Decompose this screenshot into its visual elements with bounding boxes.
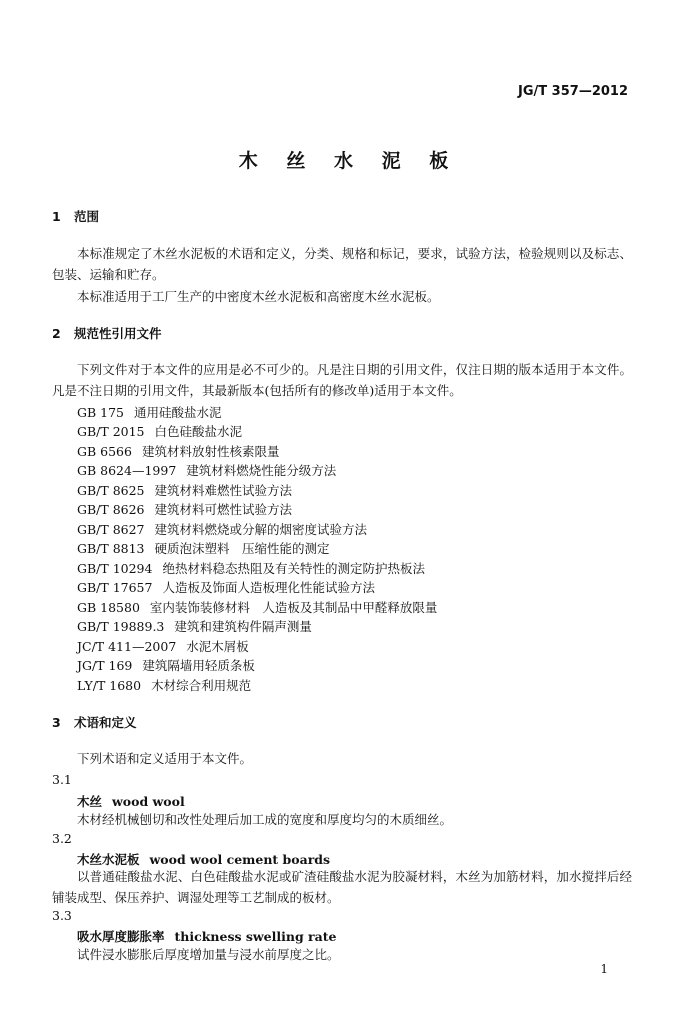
reference-item: GB/T 10294 绝热材料稳态热阻及有关特性的测定防护热板法: [77, 561, 425, 576]
reference-item: GB/T 8626 建筑材料可燃性试验方法: [77, 502, 293, 517]
term-number: 3.2: [52, 831, 72, 846]
term-number: 3.3: [52, 908, 72, 923]
reference-item: GB/T 8813 硬质泡沫塑料 压缩性能的测定: [77, 541, 330, 556]
section-3-intro: 下列术语和定义适用于本文件。: [77, 751, 253, 766]
reference-item: GB/T 2015 白色硅酸盐水泥: [77, 424, 243, 439]
standard-code: JG/T 357—2012: [518, 84, 628, 99]
section-1-paragraph-1: 本标准规定了木丝水泥板的术语和定义，分类、规格和标记，要求，试验方法，检验规则以及标志、包装、运输和贮存。: [52, 246, 632, 282]
reference-item: GB/T 8627 建筑材料燃烧或分解的烟密度试验方法: [77, 522, 368, 537]
term-heading: 吸水厚度膨胀率 thickness swelling rate: [77, 929, 337, 944]
section-1-paragraph-2: 本标准适用于工厂生产的中密度木丝水泥板和高密度木丝水泥板。: [77, 289, 440, 304]
reference-item: GB/T 19889.3 建筑和建筑构件隔声测量: [77, 619, 312, 634]
term-heading: 木丝水泥板 wood wool cement boards: [77, 852, 331, 867]
reference-item: GB 175 通用硅酸盐水泥: [77, 405, 222, 420]
section-heading-1: 1 范围: [52, 209, 100, 224]
reference-item: GB 8624—1997 建筑材料燃烧性能分级方法: [77, 463, 337, 478]
page-number: 1: [600, 962, 608, 976]
reference-item: GB 6566 建筑材料放射性核素限量: [77, 444, 280, 459]
reference-item: JC/T 411—2007 水泥木屑板: [77, 639, 249, 654]
term-definition: 试件浸水膨胀后厚度增加量与浸水前厚度之比。: [77, 947, 340, 962]
reference-item: GB 18580 室内装饰装修材料 人造板及其制品中甲醛释放限量: [77, 600, 438, 615]
document-title: 木 丝 水 泥 板: [238, 150, 460, 172]
reference-item: GB/T 8625 建筑材料难燃性试验方法: [77, 483, 293, 498]
reference-item: LY/T 1680 木材综合利用规范: [77, 678, 252, 693]
term-heading: 木丝 wood wool: [77, 794, 185, 809]
section-heading-2: 2 规范性引用文件: [52, 326, 162, 341]
term-number: 3.1: [52, 772, 72, 787]
reference-item: JG/T 169 建筑隔墙用轻质条板: [77, 658, 255, 673]
term-definition: 以普通硅酸盐水泥、白色硅酸盐水泥或矿渣硅酸盐水泥为胶凝材料，木丝为加筋材料，加水搅拌后经铺装成型、保压养护、调湿处理等工艺制成的板材。: [52, 869, 632, 905]
reference-item: GB/T 17657 人造板及饰面人造板理化性能试验方法: [77, 580, 375, 595]
section-heading-3: 3 术语和定义: [52, 715, 137, 730]
term-definition: 木材经机械刨切和改性处理后加工成的宽度和厚度均匀的木质细丝。: [77, 812, 453, 827]
section-2-intro: 下列文件对于本文件的应用是必不可少的。凡是注日期的引用文件，仅注日期的版本适用于本文件。凡是不注日期的引用文件，其最新版本(包括所有的修改单)适用于本文件。: [52, 362, 632, 398]
